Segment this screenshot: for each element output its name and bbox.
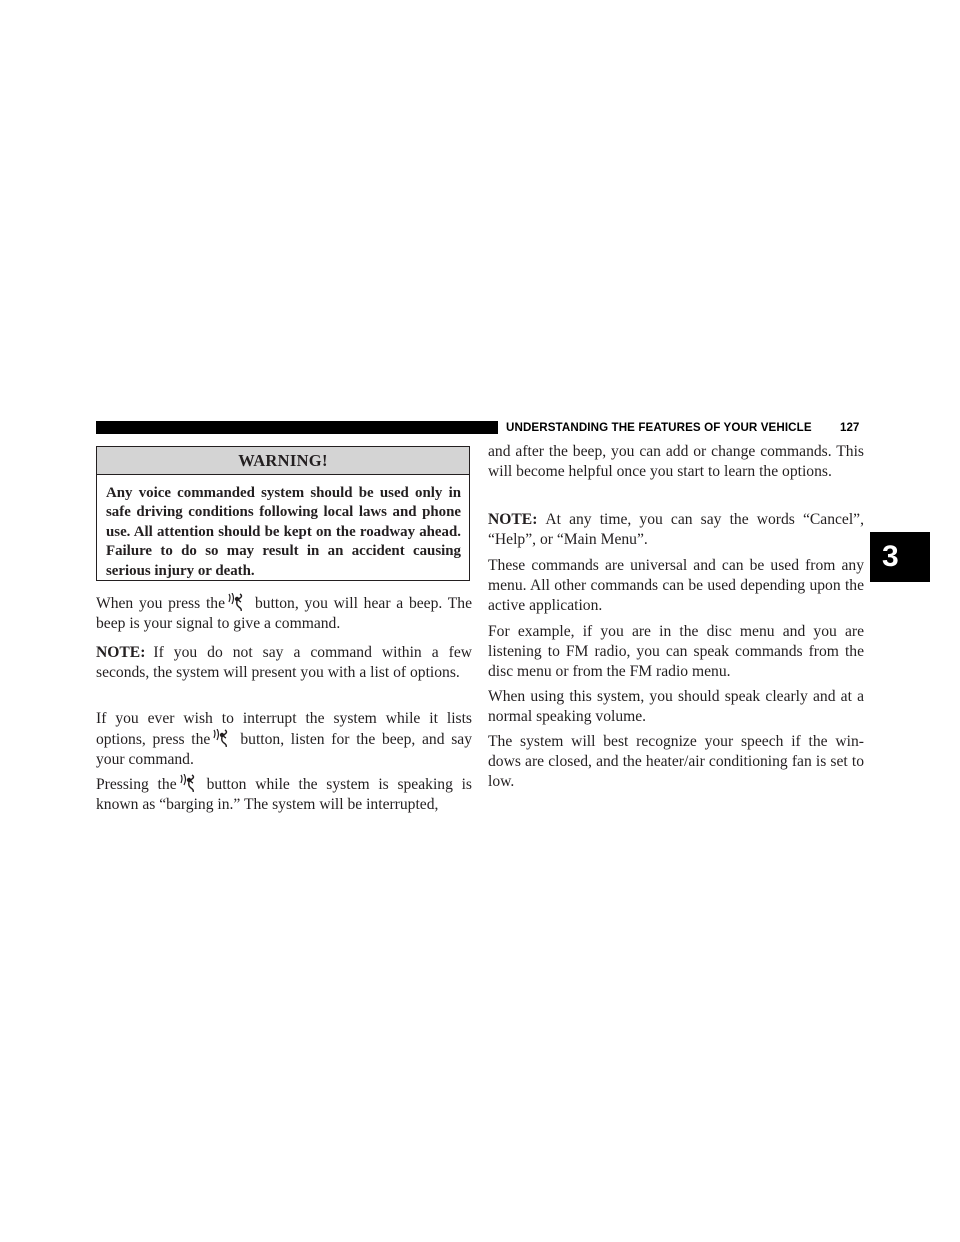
voice-command-icon: [227, 593, 253, 611]
page-number: 127: [840, 421, 860, 434]
voice-command-icon: [179, 774, 205, 792]
note-cancel-help: NOTE: At any time, you can say the words “Cancel”, “Help”, or “Main Menu”.: [488, 511, 864, 548]
warning-title: WARNING!: [97, 447, 469, 475]
voice-command-icon: [212, 729, 238, 747]
paragraph-press-button: When you press the button, you will hear a beep. The beep is your signal to give a command.: [96, 595, 472, 632]
paragraph-speak-clearly: When using this system, you should speak clearly and at a normal speaking volume.: [488, 688, 864, 725]
note-no-command: NOTE: If you do not say a command within a few seconds, the system will present you with a list of options.: [96, 644, 472, 681]
paragraph-after-beep: and after the beep, you can add or change commands. This will become helpful once you start to learn the options.: [488, 443, 864, 480]
section-header-title: UNDERSTANDING THE FEATURES OF YOUR VEHICLE: [506, 421, 812, 434]
header-rule: [96, 421, 498, 434]
paragraph-recognize-speech: The system will best recognize your speech if the win- dows are closed, and the heater/air conditioning fan is set to low.: [488, 733, 864, 790]
warning-body: Any voice commanded system should be used only in safe driving conditions following local laws and phone use. All attention should be kept on the roadway ahead. Failure to do so may result in an accident causing serious injury or death.: [106, 485, 461, 579]
paragraph-universal-commands: These commands are universal and can be used from any menu. All other commands can be used depending upon the active application.: [488, 557, 864, 614]
chapter-tab: 3: [870, 532, 930, 582]
paragraph-example: For example, if you are in the disc menu and you are listening to FM radio, you can speak commands from the disc menu or from the FM radio menu.: [488, 623, 864, 680]
paragraph-barging-in: Pressing the button while the system is speaking is known as “barging in.” The system will be interrupted,: [96, 776, 472, 813]
paragraph-interrupt: If you ever wish to interrupt the system while it lists options, press the button, listen for the beep, and say your command.: [96, 710, 473, 768]
warning-box: [96, 446, 470, 581]
